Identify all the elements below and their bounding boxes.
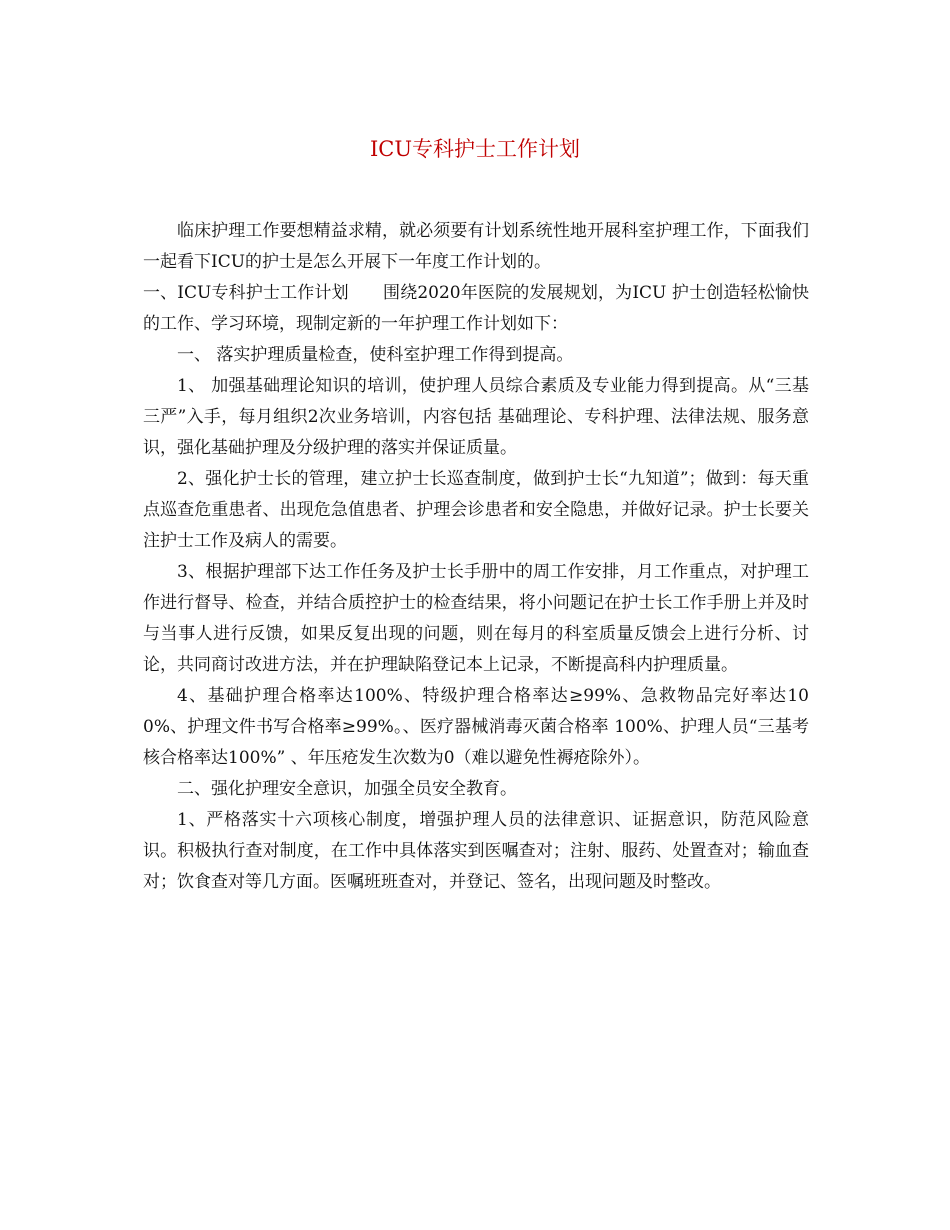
paragraph-section-1-heading: 一、ICU专科护士工作计划 围绕2020年医院的发展规划，为ICU 护士创造轻松愉快的工作、学习环境，现制定新的一年护理工作计划如下： <box>143 283 809 334</box>
document-title: ICU专科护士工作计划 <box>369 137 581 161</box>
paragraph-item-2-head-nurse: 2、强化护士长的管理，建立护士长巡查制度，做到护士长“九知道”；做到：每天重点巡查危重患者、出现危急值患者、护理会诊患者和安全隐患，并做好记录。护士长要关注护士工作及病人的需要。 <box>143 469 809 551</box>
document-body <box>143 216 809 898</box>
paragraph-item-safety-1: 1、严格落实十六项核心制度，增强护理人员的法律意识、证据意识，防范风险意识。积极执行查对制度，在工作中具体落实到医嘱查对；注射、服药、处置查对；输血查对；饮食查对等几方面。医嘱班班查对，并登记、签名，出现问题及时整改。 <box>143 810 809 892</box>
paragraph-intro: 临床护理工作要想精益求精，就必须要有计划系统性地开展科室护理工作，下面我们一起看下ICU的护士是怎么开展下一年度工作计划的。 <box>143 221 809 272</box>
paragraph-item-1-training: 1、 加强基础理论知识的培训，使护理人员综合素质及专业能力得到提高。从“三基三严”入手，每月组织2次业务培训，内容包括 基础理论、专科护理、法律法规、服务意识，强化基础护理及分级护理的落实并保证质量。 <box>143 376 809 458</box>
paragraph-item-4-targets: 4、基础护理合格率达100%、特级护理合格率达≥99%、急救物品完好率达100%、护理文件书写合格率≥99%。、医疗器械消毒灭菌合格率 100%、护理人员“三基考核合格率达100%” 、年压疮发生次数为0（难以避免性褥疮除外）。 <box>143 686 809 768</box>
paragraph-item-quality-check: 一、 落实护理质量检查，使科室护理工作得到提高。 <box>177 345 574 365</box>
paragraph-section-2-heading: 二、强化护理安全意识，加强全员安全教育。 <box>177 779 517 799</box>
paragraph-item-3-supervision: 3、根据护理部下达工作任务及护士长手册中的周工作安排，月工作重点，对护理工作进行督导、检查，并结合质控护士的检查结果，将小问题记在护士长工作手册上并及时与当事人进行反馈，如果反复出现的问题，则在每月的科室质量反馈会上进行分析、讨论，共同商讨改进方法，并在护理缺陷登记本上记录，不断提高科内护理质量。 <box>143 562 809 675</box>
